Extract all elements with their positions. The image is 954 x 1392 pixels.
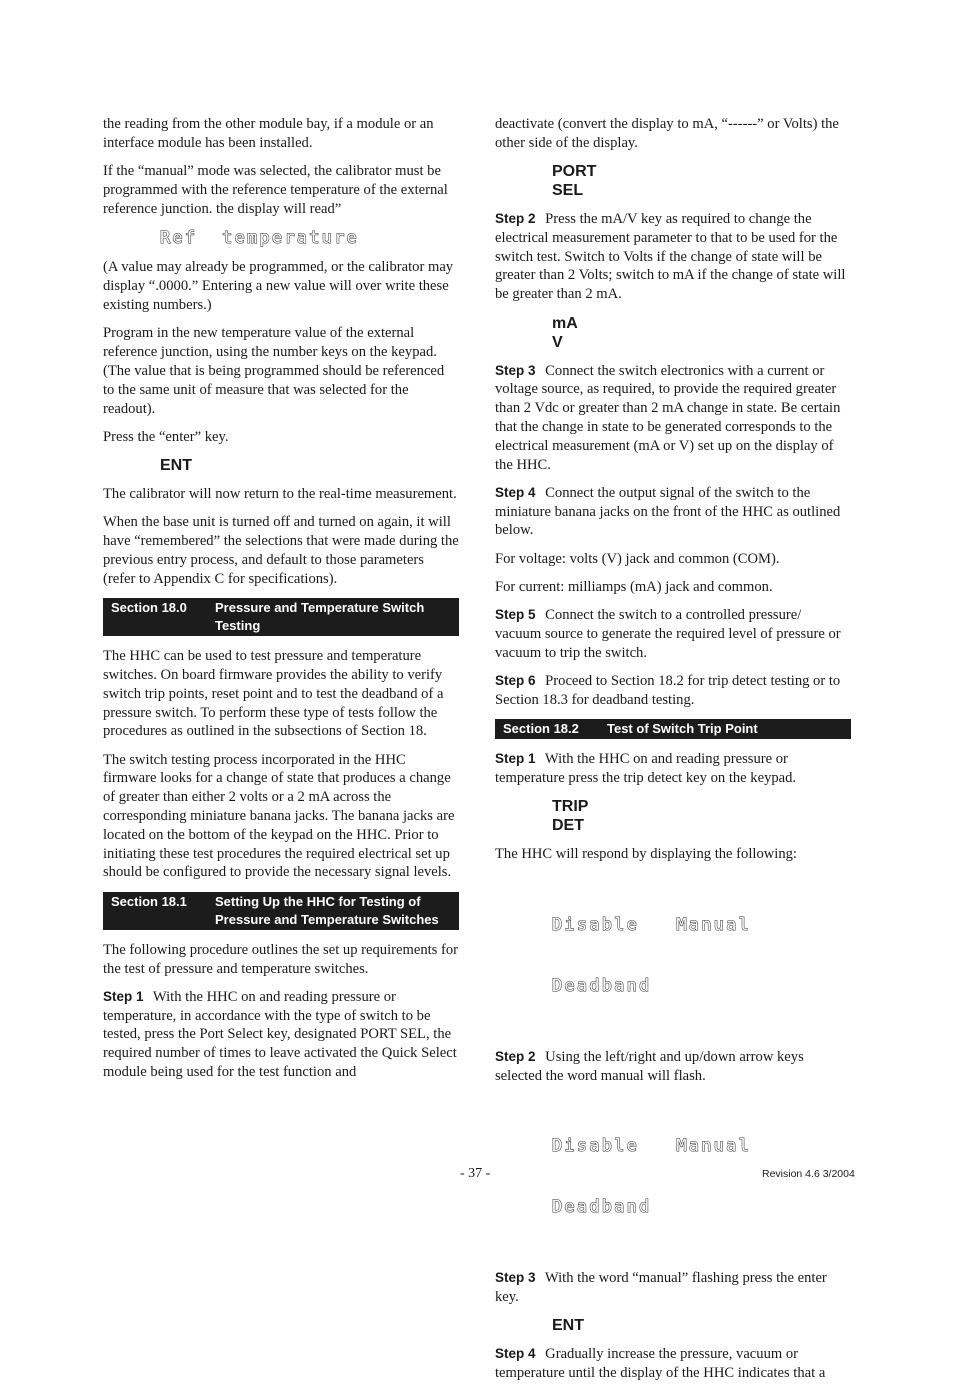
step-label: Step 4 (495, 1345, 536, 1361)
step-label: Step 4 (495, 484, 536, 500)
section-title: Setting Up the HHC for Testing of Pressure and Temperature Switches (215, 893, 439, 927)
step-text: Gradually increase the pressure, vacuum or temperature until the display of the HHC indicates that a (495, 1345, 826, 1381)
step-text: With the word “manual” flashing press the enter key. (495, 1269, 827, 1305)
step-label: Step 6 (495, 673, 536, 689)
paragraph: Press the “enter” key. (103, 428, 229, 445)
key-port-sel (552, 162, 851, 200)
paragraph: (A value may already be programmed, or the calibrator may display “.0000.” Entering a new value will over write these existing numbers.) (103, 259, 454, 314)
paragraph: Program in the new temperature value of the external reference junction, using the number keys on the keypad. (The value that is being programmed should be referenced to the same unit of measure that was selected for the readout). (103, 325, 445, 417)
key-label: ENT (552, 1316, 584, 1334)
section-number: Section 18.0 (111, 600, 187, 616)
step-label: Step 3 (495, 1269, 536, 1285)
step-text: Connect the output signal of the switch to the miniature banana jacks on the front of the HHC as outlined below. (495, 484, 841, 539)
section-number: Section 18.1 (111, 893, 187, 909)
step-paragraph (495, 1048, 851, 1086)
paragraph: The switch testing process incorporated in the HHC firmware looks for a change of state that produces a change of greater than either 2 volts or a 2 mA across the corresponding miniature banana jacks. The banana jacks are located on the bottom of the keypad on the HHC. Prior to initiating these test procedures the required electrical set up should be configured to provide the necessary signal levels. (103, 751, 455, 881)
lcd-line: Disable Manual (552, 1135, 751, 1156)
key-ent (160, 456, 459, 475)
step-label: Step 3 (495, 362, 536, 378)
key-trip-det (552, 797, 851, 835)
key-label: PORT (552, 163, 597, 181)
step-text: Press the mA/V key as required to change the electrical measurement parameter to that to be used for the switch test. Switch to Volts if the change of state will be greater than 2 Volts; switch to mA if the change of state will be greater than 2 mA. (495, 211, 846, 303)
step-paragraph (103, 988, 459, 1082)
key-ent (552, 1316, 851, 1335)
paragraph: deactivate (convert the display to mA, “------” or Volts) the other side of the display. (495, 116, 839, 151)
step-label: Step 5 (495, 607, 536, 623)
paragraph: The calibrator will now return to the real-time measurement. (103, 486, 457, 503)
lcd-display (552, 874, 851, 1038)
paragraph: the reading from the other module bay, if a module or an interface module has been installed. (103, 116, 434, 151)
key-label: DET (552, 817, 584, 835)
key-ma-v (552, 314, 851, 352)
section-heading-18-1 (103, 892, 459, 930)
section-number: Section 18.2 (503, 721, 579, 737)
revision-label: Revision 4.6 3/2004 (762, 1168, 855, 1180)
left-column (103, 115, 459, 1091)
key-label: TRIP (552, 798, 589, 816)
step-paragraph (495, 484, 851, 540)
section-heading-18-0 (103, 598, 459, 636)
paragraph: The HHC will respond by displaying the following: (495, 846, 797, 863)
step-label: Step 2 (495, 211, 536, 227)
section-title: Test of Switch Trip Point (607, 721, 758, 737)
paragraph: For voltage: volts (V) jack and common (COM). (495, 550, 780, 567)
step-paragraph (495, 210, 851, 304)
page-number: - 37 - (460, 1166, 491, 1181)
step-label: Step 1 (103, 988, 144, 1004)
lcd-line: Disable Manual (552, 914, 751, 935)
step-paragraph (495, 672, 851, 710)
paragraph: For current: milliamps (mA) jack and common. (495, 579, 773, 596)
step-paragraph (495, 1269, 851, 1307)
paragraph: The following procedure outlines the set up requirements for the test of pressure and temperature switches. (103, 941, 459, 977)
paragraph: If the “manual” mode was selected, the calibrator must be programmed with the reference temperature of the external reference junction. the display will read” (103, 163, 448, 217)
lcd-display (160, 228, 459, 249)
lcd-line: Deadband (552, 976, 652, 997)
lcd-line: Ref temperature (160, 227, 359, 248)
step-paragraph (495, 750, 851, 788)
step-paragraph (495, 1345, 851, 1383)
step-paragraph (495, 606, 851, 662)
step-paragraph (495, 362, 851, 475)
step-label: Step 1 (495, 751, 536, 767)
key-label: V (552, 333, 563, 351)
paragraph: When the base unit is turned off and turned on again, it will have “remembered” the selections that were made during the previous entry process, and default to those parameters (refer to Appendix C for specifications). (103, 514, 459, 587)
step-text: With the HHC on and reading pressure or temperature press the trip detect key on the keypad. (495, 751, 797, 787)
step-text: Using the left/right and up/down arrow keys selected the word manual will flash. (495, 1048, 804, 1084)
step-text: Proceed to Section 18.2 for trip detect testing or to Section 18.3 for deadband testing. (495, 673, 841, 709)
key-label: mA (552, 314, 578, 332)
paragraph: The HHC can be used to test pressure and temperature switches. On board firmware provides the ability to verify switch trip points, reset point and to test the deadband of a pressure switch. To perform these type of tests follow the procedures as outlined in the subsections of Section 18. (103, 648, 444, 740)
step-label: Step 2 (495, 1048, 536, 1064)
key-label: ENT (160, 457, 192, 475)
right-column (495, 115, 851, 1392)
lcd-line: Deadband (552, 1197, 652, 1218)
section-heading-18-2 (495, 719, 851, 739)
step-text: With the HHC on and reading pressure or temperature, in accordance with the type of switch to be tested, press the Port Select key, designated PORT SEL, the required number of times to leave activated the Quick Select module being used for the test function and (103, 988, 457, 1080)
step-text: Connect the switch electronics with a current or voltage source, as required, to provide the required greater than 2 Vdc or greater than 2 mA change in state. Be certain that the change in state to be generated corresponds to the electrical measurement (mA or V) set up on the display of the HHC. (495, 362, 841, 473)
section-title: Pressure and Temperature Switch Testing (215, 600, 425, 634)
key-label: SEL (552, 182, 584, 200)
step-text: Connect the switch to a controlled pressure/ vacuum source to generate the required level of pressure or vacuum to trip the switch. (495, 607, 841, 661)
